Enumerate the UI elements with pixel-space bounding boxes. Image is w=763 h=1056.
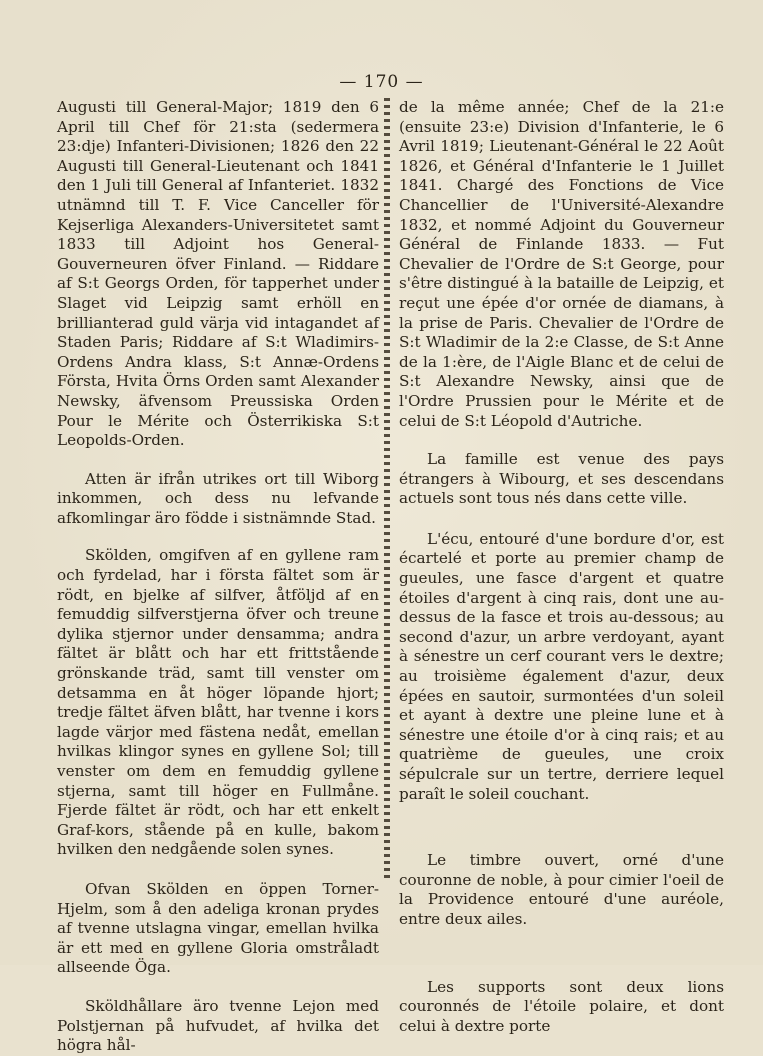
paragraph-helmet-fr: Le timbre ouvert, orné d'une couronne de noble, à pour cimier l'oeil de la Providence entouré d'une auréole, entre deux ailes.	[399, 851, 724, 928]
paragraph-origin-sv: Atten är ifrån utrikes ort till Wiborg inkommen, och dess nu lefvande afkomlingar äro födde i sistnämnde Stad.	[57, 469, 379, 527]
swedish-text-column	[57, 98, 379, 1056]
paragraph-biography-fr: de la même année; Chef de la 21:e (ensuite 23:e) Division d'Infanterie, le 6 Avril 1819; Lieutenant-Général le 22 Août 1826, et Général d'Infanterie le 1 Juillet 1841. Chargé des Fonctions de Vice Chancellier de l'Université-Alexandre 1832, et nommé Adjoint du Gouverneur Général de Finlande 1833. — Fut Chevalier de l'Ordre de S:t George, pour s'être distingué à la bataille de Leipzig, et reçut une épée d'or ornée de diamans, à la prise de Paris. Chevalier de l'Ordre de S:t Wladimir de la 2:e Classe, de S:t Anne de la 1:ère, de l'Aigle Blanc et de celui de S:t Alexandre Newsky, ainsi que de l'Ordre Prussien pour le Mérite et de celui de S:t Léopold d'Autriche.	[399, 98, 724, 430]
paragraph-origin-fr: La famille est venue des pays étrangers à Wibourg, et ses descendans actuels sont tous nés dans cette ville.	[399, 450, 724, 508]
paragraph-shield-fr: L'écu, entouré d'une bordure d'or, est écartelé et porte au premier champ de gueules, une fasce d'argent et quatre étoiles d'argent à cinq rais, dont une au-dessus de la fasce et trois au-dessous; au second d'azur, un arbre verdoyant, ayant à sénestre un cerf courant vers le dextre; au troisième également d'azur, deux épées en sautoir, surmontées d'un soleil et ayant à dextre une pleine lune et à sénestre une étoile d'or à cinq rais; et au quatrième de gueules, une croix sépulcrale sur un tertre, derriere lequel paraît le soleil couchant.	[399, 529, 724, 803]
paragraph-supporters-sv: Sköldhållare äro tvenne Lejon med Polstjernan på hufvudet, af hvilka det högra hål-	[57, 996, 379, 1055]
paragraph-shield-sv: Skölden, omgifven af en gyllene ram och fyrdelad, har i första fältet som är rödt, en bjelke af silfver, åtföljd af en femuddig silfverstjerna öfver och treune dylika stjernor under densamma; andra fältet är blått och har ett frittstående grönskande träd, samt till venster om detsamma en åt höger löpande hjort; tredje fältet äfven blått, har tvenne i kors lagde värjor med fästena nedåt, emellan hvilkas klingor synes en gyllene Sol; till venster om dem en femuddig gyllene stjerna, samt till höger en Fullmåne. Fjerde fältet är rödt, och har ett enkelt Graf-kors, stående på en kulle, bakom hvilken den nedgående solen synes.	[57, 546, 379, 859]
paragraph-helmet-sv: Ofvan Skölden en öppen Torner-Hjelm, som å den adeliga kronan prydes af tvenne utslagna vingar, emellan hvilka är ett med en gyllene Gloria omstråladt allseende Öga.	[57, 879, 379, 977]
paragraph-biography-sv: Augusti till General-Major; 1819 den 6 April till Chef för 21:sta (sedermera 23:dje) Infanteri-Divisionen; 1826 den 22 Augusti till General-Lieutenant och 1841 den 1 Juli till General af Infanteriet. 1832 utnämnd till T. F. Vice Canceller för Kejserliga Alexanders-Universitetet samt 1833 till Adjoint hos General-Gouverneuren öfver Finland. — Riddare af S:t Georgs Orden, för tapperhet under Slaget vid Leipzig samt erhöll en brillianterad guld värja vid intagandet af Staden Paris; Riddare af S:t Wladimirs-Ordens Andra klass, S:t Annæ-Ordens Första, Hvita Örns Orden samt Alexander Newsky, äfvensom Preussiska Orden Pour le Mérite och Österrikiska S:t Leopolds-Orden.	[57, 98, 379, 450]
paragraph-supporters-fr: Les supports sont deux lions couronnés de l'étoile polaire, et dont celui à dextre porte	[399, 977, 724, 1035]
page-number: — 170 —	[339, 72, 424, 92]
column-divider	[381, 98, 393, 878]
french-text-column	[399, 98, 724, 1036]
